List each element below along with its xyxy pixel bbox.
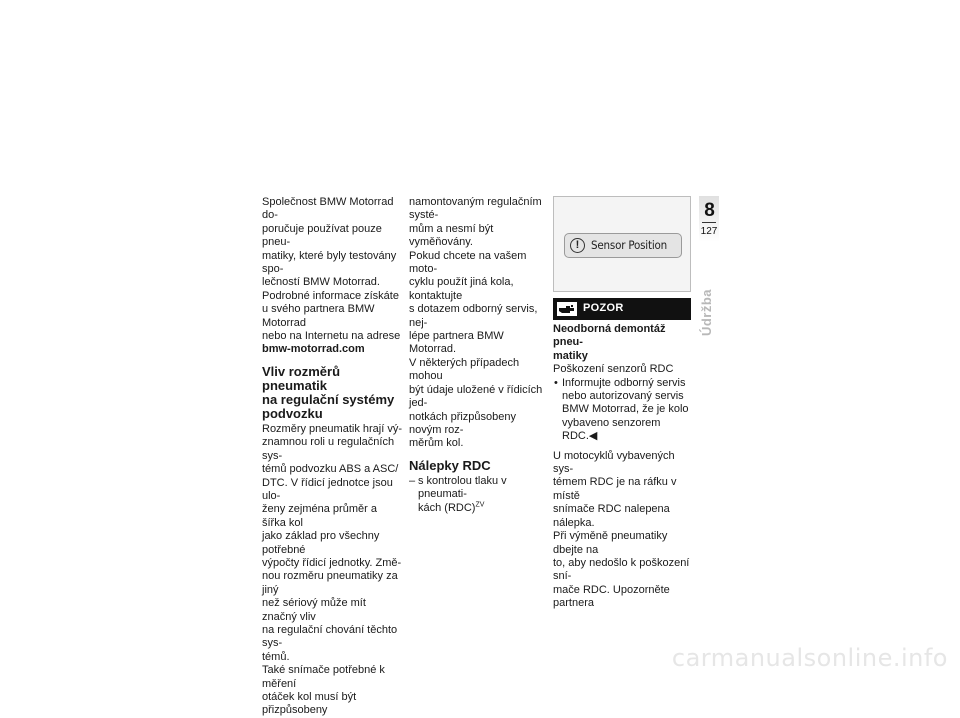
text-column-2 xyxy=(409,196,545,515)
sensor-position-photo xyxy=(553,196,691,292)
exclamation-icon: ! xyxy=(570,238,585,253)
paragraph-control-systems: namontovaným regulačním systé- mům a nesmí být vyměňovány. xyxy=(409,196,542,249)
section-name: Údržba xyxy=(699,288,715,336)
end-mark-icon: ◀ xyxy=(588,430,598,443)
text-column-3 xyxy=(553,196,692,611)
sensor-position-sticker xyxy=(564,233,682,258)
list-item-rdc: – s kontrolou tlaku v pneumati- kách (RDC)$^{ZV}$ xyxy=(409,474,507,514)
paragraph-wheel-sensors: Také snímače potřebné k měření otáček kol musí být přizpůsobeny xyxy=(262,664,385,717)
chapter-divider xyxy=(702,222,716,223)
bullet-marker: • xyxy=(554,376,558,389)
paragraph-more-info: Podrobné informace získáte u svého partnera BMW Motorrad nebo na Internetu na adrese bmw-motorrad.com xyxy=(262,289,401,356)
warning-heading: Neodborná demontáž pneu- matiky xyxy=(553,323,666,362)
paragraph-other-wheels: Pokud chcete na vašem moto- cyklu použít jiná kola, kontaktujte s dotazem odborný servis, nej- lépe partnera BMW Motorrad. xyxy=(409,249,538,356)
paragraph-tyre-size-influence: Rozměry pneumatik hrají vý- znamnou roli u regulačních sys- témů podvozku ABS a ASC/ DTC. V řídicí jednotce jsou ulo- ženy zejména průměr a šířka kol jako základ pro všechny potřebné výpočty řídicí jednotky. Změ- nou rozměru pneumatiky za jiný než sériový může mít značný vliv na regulační chování těchto sys- témů. xyxy=(262,422,402,663)
paragraph-rdc-sticker: U motocyklů vybavených sys- témem RDC je na ráfku v místě snímače RDC nalepena nálepka. Při výměně pneumatiky dbejte na to, aby nedošlo k poškození sní- mače RDC. Upozorněte partnera xyxy=(553,449,690,610)
paragraph-adaptation: V některých případech mohou být údaje uložené v řídicích jed- notkách přizpůsobeny novým roz- měrům kol. xyxy=(409,356,543,450)
section-tab xyxy=(699,288,715,336)
chapter-number: 8 xyxy=(704,200,715,221)
warning-consequence: Poškození senzorů RDC xyxy=(553,363,674,376)
optional-equipment-mark: ZV xyxy=(475,500,485,508)
warning-bar xyxy=(553,298,691,320)
dash-marker: – xyxy=(409,474,416,487)
page-number: 127 xyxy=(700,226,718,237)
paragraph-tyre-recommendation: Společnost BMW Motorrad do- poručuje používat pouze pneu- matiky, které byly testovány spo- lečností BMW Motorrad. xyxy=(262,196,397,289)
text-column-1 xyxy=(262,196,402,718)
website-link[interactable]: bmw-motorrad.com xyxy=(262,343,365,356)
section-heading-rdc-labels: Nálepky RDC xyxy=(409,457,491,473)
list-item-inform-service: • Informujte odborný servis nebo autorizovaný servis BMW Motorrad, že je kolo vybaveno senzorem RDC.◀ xyxy=(554,376,689,443)
watermark: carmanualsonline.info xyxy=(671,644,948,672)
sticker-text: Sensor Position xyxy=(591,237,667,252)
section-heading-tyre-size: Vliv rozměrů pneumatik na regulační systémy podvozku xyxy=(262,363,395,421)
warning-hand-icon xyxy=(557,302,577,316)
warning-title: POZOR xyxy=(583,302,624,315)
